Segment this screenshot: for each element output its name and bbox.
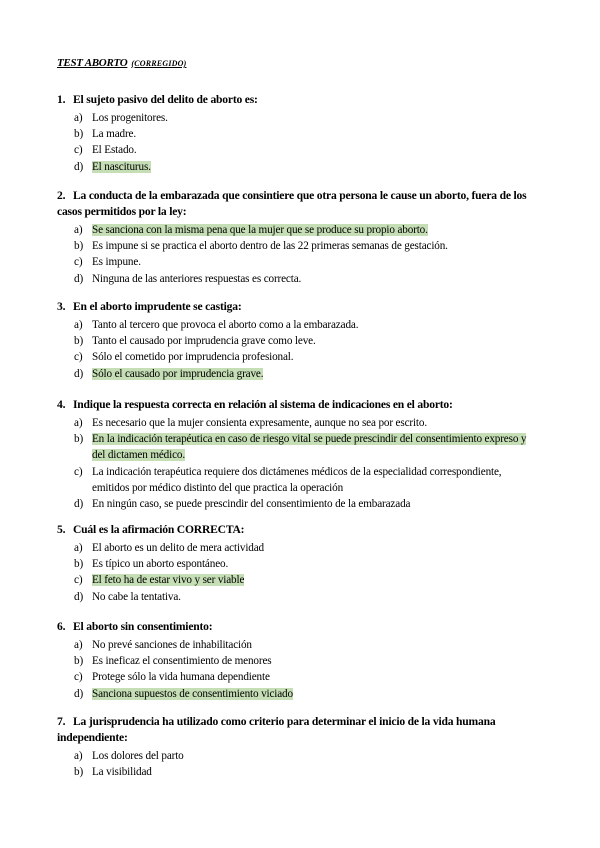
option-list	[57, 222, 537, 287]
option-item	[57, 142, 537, 158]
option-item	[57, 333, 537, 349]
option-item	[57, 464, 537, 496]
question-title	[57, 619, 537, 635]
option-letter: d)	[74, 498, 84, 511]
question-number: 1.	[57, 93, 66, 106]
option-text: Es impune si se practica el aborto dentro de las 22 primeras semanas de gestación.	[92, 240, 448, 253]
option-letter: a)	[74, 542, 83, 554]
option-list	[57, 110, 537, 175]
option-text: Tanto al tercero que provoca el aborto como a la embarazada.	[92, 319, 359, 331]
option-item-correct	[57, 222, 537, 238]
option-list	[57, 637, 537, 702]
option-text: Sólo el cometido por imprudencia profesional.	[92, 351, 294, 364]
option-text: Es impune.	[92, 256, 141, 269]
option-item	[57, 496, 537, 512]
question-2	[57, 188, 537, 287]
option-letter: c)	[74, 144, 83, 157]
option-text: Es típico un aborto espontáneo.	[92, 558, 229, 571]
option-item-correct	[57, 431, 537, 463]
option-item	[57, 637, 537, 653]
option-letter: a)	[74, 224, 83, 236]
option-item	[57, 556, 537, 572]
option-text: La visibilidad	[92, 766, 152, 779]
option-letter: b)	[74, 766, 84, 779]
question-title	[57, 188, 537, 220]
highlighted-answer-text: En la indicación terapéutica en caso de riesgo vital se puede prescindir del consentimiento expreso y del dictamen médico.	[92, 433, 527, 462]
option-letter: b)	[74, 335, 84, 348]
option-item	[57, 653, 537, 669]
question-number: 3.	[57, 300, 66, 313]
option-text: No prevé sanciones de inhabilitación	[92, 639, 252, 651]
question-text: El sujeto pasivo del delito de aborto es:	[73, 93, 258, 106]
question-3	[57, 299, 537, 382]
option-letter: c)	[74, 256, 83, 269]
option-list	[57, 317, 537, 382]
question-7	[57, 714, 537, 780]
question-title	[57, 714, 537, 746]
highlighted-answer-text: Sanciona supuestos de consentimiento viciado	[92, 687, 293, 700]
option-letter: c)	[74, 351, 83, 364]
option-letter: a)	[74, 639, 83, 651]
option-text: Ninguna de las anteriores respuestas es correcta.	[92, 272, 302, 285]
title-sub: (CORREGIDO)	[131, 59, 187, 68]
option-item	[57, 748, 537, 764]
option-letter: b)	[74, 128, 84, 141]
option-item	[57, 254, 537, 270]
option-text: El aborto es un delito de mera actividad	[92, 542, 265, 554]
option-letter: b)	[74, 240, 84, 253]
option-letter: a)	[74, 417, 83, 429]
option-item	[57, 764, 537, 780]
option-letter: d)	[74, 367, 84, 380]
option-text: La indicación terapéutica requiere dos dictámenes médicos de la especialidad correspondiente, emitidos por médico distinto del que practica la operación	[92, 465, 502, 494]
option-list	[57, 415, 537, 512]
option-item	[57, 349, 537, 365]
question-title	[57, 397, 537, 413]
option-text: Protege sólo la vida humana dependiente	[92, 671, 270, 684]
option-text: Los progenitores.	[92, 112, 168, 124]
question-1	[57, 92, 537, 175]
question-number: 2.	[57, 189, 66, 202]
option-item	[57, 238, 537, 254]
option-text: En ningún caso, se puede prescindir del consentimiento de la embarazada	[92, 498, 411, 511]
highlighted-answer-text: El nasciturus.	[92, 160, 151, 173]
option-text: No cabe la tentativa.	[92, 590, 181, 603]
option-letter: c)	[74, 465, 83, 478]
option-letter: b)	[74, 433, 84, 446]
option-item	[57, 317, 537, 333]
option-letter: d)	[74, 160, 84, 173]
option-letter: d)	[74, 272, 84, 285]
option-item	[57, 589, 537, 605]
option-item	[57, 126, 537, 142]
option-item	[57, 540, 537, 556]
document-title	[57, 57, 186, 69]
highlighted-answer-text: Se sanciona con la misma pena que la mujer que se produce su propio aborto.	[92, 224, 428, 236]
question-number: 6.	[57, 620, 66, 633]
option-item	[57, 415, 537, 431]
option-letter: d)	[74, 687, 84, 700]
highlighted-answer-text: Sólo el causado por imprudencia grave.	[92, 367, 264, 380]
option-text: El Estado.	[92, 144, 137, 157]
question-number: 7.	[57, 715, 66, 728]
option-letter: d)	[74, 590, 84, 603]
option-letter: a)	[74, 750, 83, 762]
title-main: TEST ABORTO	[57, 57, 128, 69]
question-4	[57, 397, 537, 512]
option-letter: c)	[74, 574, 83, 587]
question-number: 4.	[57, 398, 66, 411]
question-text: La conducta de la embarazada que consintiere que otra persona le cause un aborto, fuera de los casos permitidos por la ley:	[57, 189, 527, 218]
option-text: Los dolores del parto	[92, 750, 184, 762]
question-5	[57, 522, 537, 605]
option-letter: a)	[74, 319, 83, 331]
question-title	[57, 92, 537, 108]
option-list	[57, 748, 537, 780]
question-6	[57, 619, 537, 702]
option-text: Tanto el causado por imprudencia grave como leve.	[92, 335, 316, 348]
option-letter: c)	[74, 671, 83, 684]
option-item	[57, 669, 537, 685]
question-text: La jurisprudencia ha utilizado como criterio para determinar el inicio de la vida humana independiente:	[57, 715, 496, 744]
option-text: Es necesario que la mujer consienta expresamente, aunque no sea por escrito.	[92, 417, 427, 429]
option-letter: b)	[74, 558, 84, 571]
option-item-correct	[57, 572, 537, 588]
question-text: Cuál es la afirmación CORRECTA:	[73, 523, 245, 536]
question-title	[57, 299, 537, 315]
option-list	[57, 540, 537, 605]
option-item	[57, 271, 537, 287]
option-text: La madre.	[92, 128, 136, 141]
option-letter: a)	[74, 112, 83, 124]
option-item-correct	[57, 366, 537, 382]
question-text: En el aborto imprudente se castiga:	[73, 300, 242, 313]
option-text: Es ineficaz el consentimiento de menores	[92, 655, 272, 668]
question-title	[57, 522, 537, 538]
option-item-correct	[57, 686, 537, 702]
highlighted-answer-text: El feto ha de estar vivo y ser viable	[92, 574, 245, 587]
question-number: 5.	[57, 523, 66, 536]
question-text: El aborto sin consentimiento:	[73, 620, 213, 633]
question-text: Indique la respuesta correcta en relación al sistema de indicaciones en el aborto:	[73, 398, 453, 411]
option-letter: b)	[74, 655, 84, 668]
option-item-correct	[57, 159, 537, 175]
option-item	[57, 110, 537, 126]
